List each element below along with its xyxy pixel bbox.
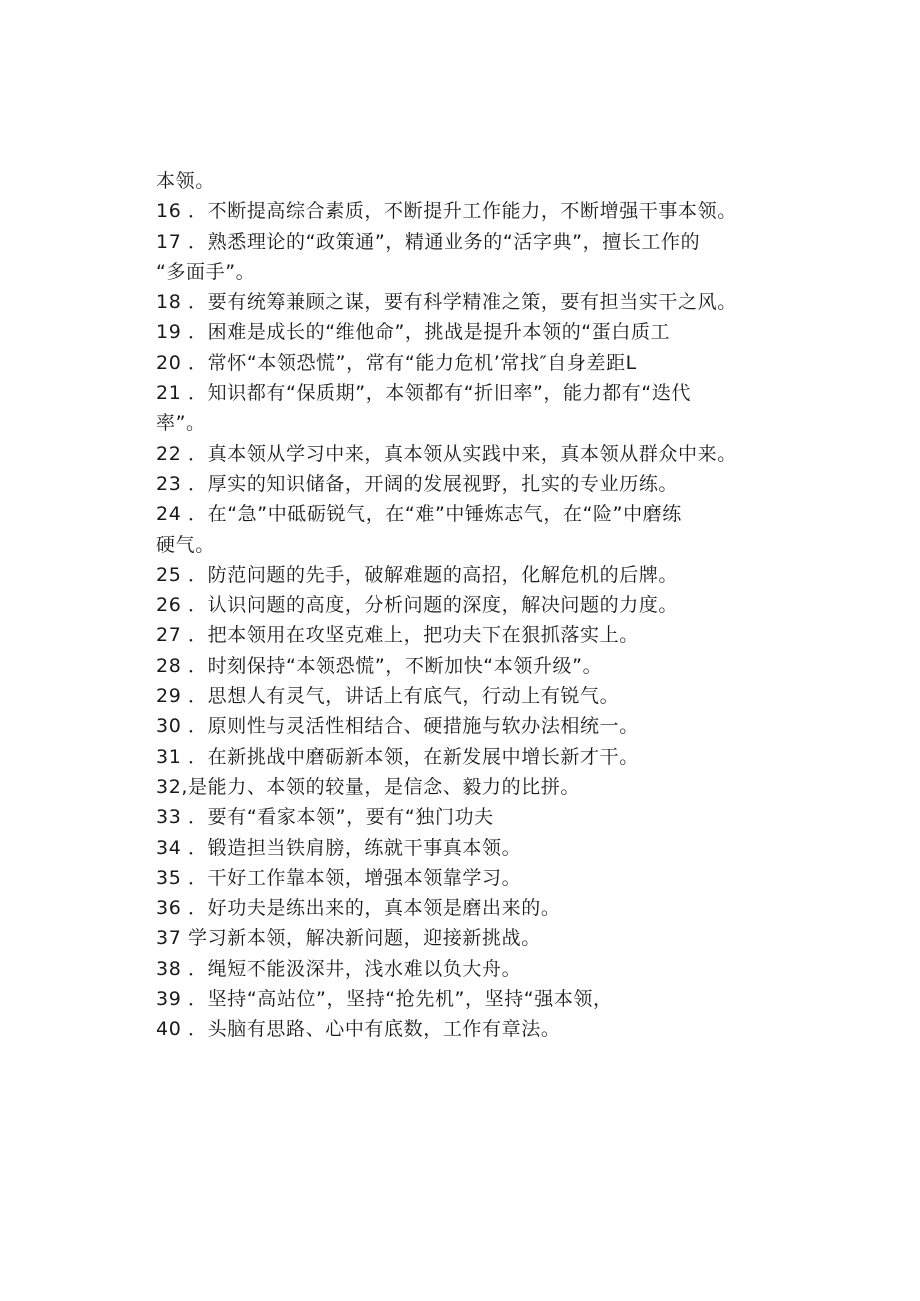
text-line: 率”。 <box>156 412 206 435</box>
text-line: 30 ．原则性与灵活性相结合、硬措施与软办法相统一。 <box>156 715 639 738</box>
text-line: 硬气。 <box>156 533 215 556</box>
text-line: 23 ．厚实的知识储备，开阔的发展视野，扎实的专业历练。 <box>156 472 679 495</box>
text-line: 31 ．在新挑战中磨砺新本领，在新发展中增长新才干。 <box>156 745 639 768</box>
text-line: 24 ．在“急”中砥砺锐气，在“难”中锤炼志气，在“险”中磨练 <box>156 503 682 526</box>
text-line: 16 ．不断提高综合素质，不断提升工作能力，不断增强干事本领。 <box>156 200 737 223</box>
text-line: “多面手”。 <box>156 260 256 283</box>
text-line: 26 ．认识问题的高度，分析问题的深度，解决问题的力度。 <box>156 594 679 617</box>
text-line: 27 ．把本领用在攻坚克难上，把功夫下在狠抓落实上。 <box>156 624 639 647</box>
text-line: 39 ．坚持“高站位”，坚持“抢先机”，坚持“强本领， <box>156 988 613 1011</box>
text-line: 25 ．防范问题的先手，破解难题的高招，化解危机的后牌。 <box>156 563 679 586</box>
text-line: 28 ．时刻保持“本领恐慌”，不断加快“本领升级”。 <box>156 654 603 677</box>
text-line: 37 学习新本领，解决新问题，迎接新挑战。 <box>156 927 541 950</box>
text-line: 36 ．好功夫是练出来的，真本领是磨出来的。 <box>156 897 561 920</box>
text-line: 18 ．要有统筹兼顾之谋，要有科学精准之策，要有担当实干之风。 <box>156 291 737 314</box>
text-line: 22 ．真本领从学习中来，真本领从实践中来，真本领从群众中来。 <box>156 442 737 465</box>
text-line: 38 ．绳短不能汲深井，浅水难以负大舟。 <box>156 957 522 980</box>
text-line: 29 ．思想人有灵气，讲话上有底气，行动上有锐气。 <box>156 685 620 708</box>
text-line: 本领。 <box>156 170 215 192</box>
text-line: 21 ．知识都有“保质期”，本领都有“折旧率”，能力都有“迭代 <box>156 382 692 405</box>
text-line: 17 ．熟悉理论的“政策通”，精通业务的“活字典”，擅长工作的 <box>156 230 701 253</box>
text-line: 20 ．常怀“本领恐慌”，常有“能力危机’常找″自身差距L <box>156 351 637 374</box>
text-line: 33 ．要有“看家本领”，要有“独门功夫 <box>156 806 494 829</box>
document-body <box>156 166 756 1045</box>
text-line: 40 ．头脑有思路、心中有底数，工作有章法。 <box>156 1018 561 1041</box>
text-line: 34 ．锻造担当铁肩膀，练就干事真本领。 <box>156 836 522 859</box>
text-line: 19 ．困难是成长的“维他命”，挑战是提升本领的“蛋白质工 <box>156 321 671 344</box>
text-line: 35 ．干好工作靠本领，增强本领靠学习。 <box>156 866 522 889</box>
text-line: 32,是能力、本领的较量，是信念、毅力的比拼。 <box>156 775 581 798</box>
